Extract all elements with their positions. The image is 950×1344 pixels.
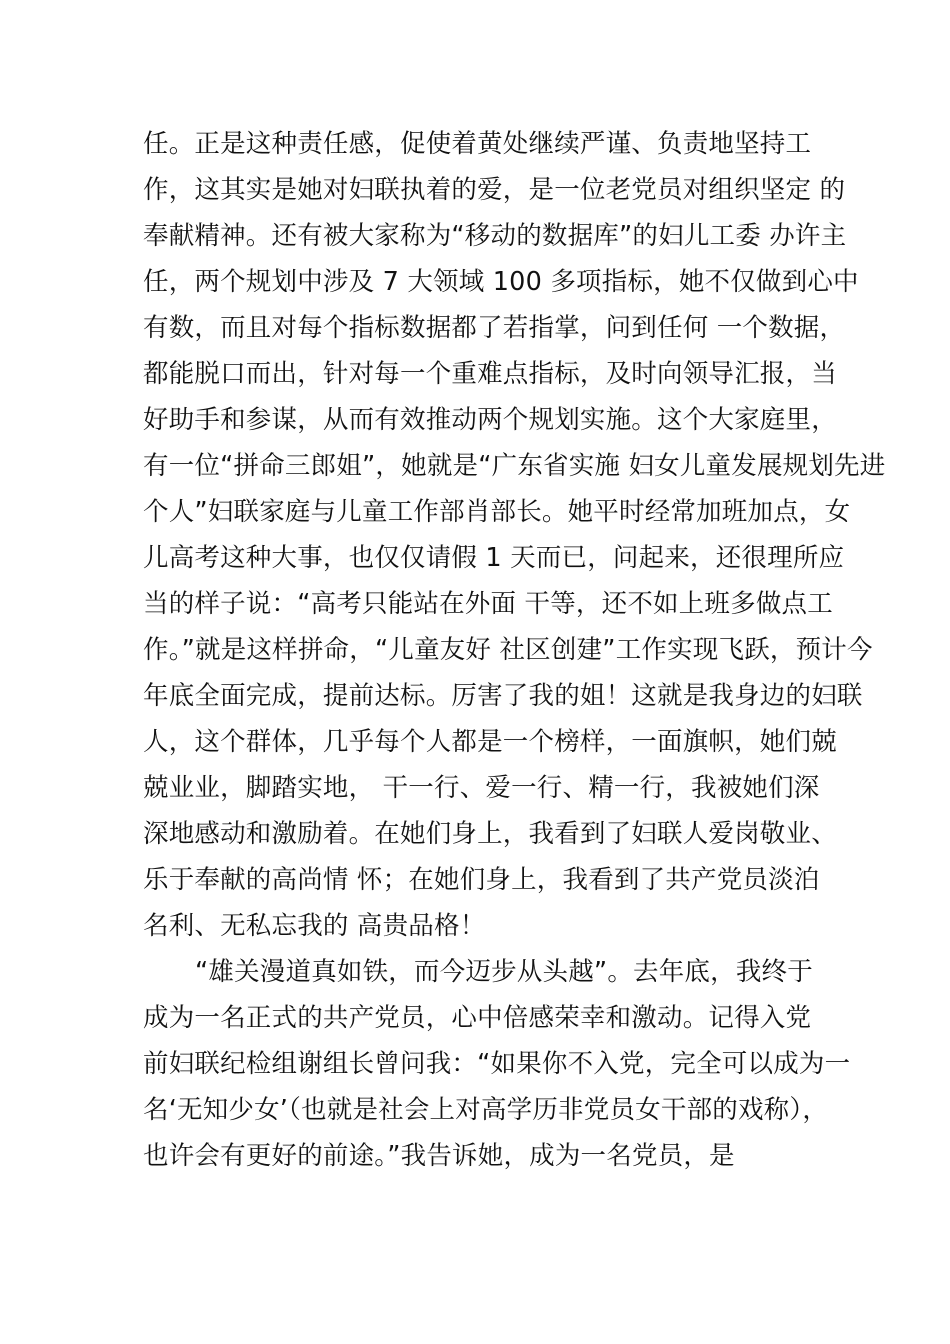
text-line: 人，这个群体，几乎每个人都是一个榜样，一面旗帜，她们兢 xyxy=(143,727,837,757)
text-line: 兢业业，脚踏实地， 干一行、爱一行、精一行，我被她们深 xyxy=(143,773,820,803)
text-line: 乐于奉献的高尚情 怀；在她们身上，我看到了共产党员淡泊 xyxy=(143,865,820,895)
text-line: 名‘无知少女’（也就是社会上对高学历非党员女干部的戏称）， xyxy=(143,1095,829,1125)
text-line: 当的样子说：“高考只能站在外面 干等，还不如上班多做点工 xyxy=(143,589,833,619)
text-line: 任，两个规划中涉及 7 大领域 100 多项指标，她不仅做到心中 xyxy=(143,267,859,297)
text-line: 奉献精神。还有被大家称为“移动的数据库”的妇儿工委 办许主 xyxy=(143,221,847,251)
text-line: 前妇联纪检组谢组长曾问我：“如果你不入党，完全可以成为一 xyxy=(143,1049,851,1079)
text-line: 儿高考这种大事，也仅仅请假 1 天而已，问起来，还很理所应 xyxy=(143,543,845,573)
text-line: 任。正是这种责任感，促使着黄处继续严谨、负责地坚持工 xyxy=(143,129,812,159)
text-line: 作，这其实是她对妇联执着的爱，是一位老党员对组织坚定 的 xyxy=(143,175,846,205)
text-line: 好助手和参谋，从而有效推动两个规划实施。这个大家庭里， xyxy=(143,405,837,435)
text-line: 年底全面完成，提前达标。厉害了我的姐！这就是我身边的妇联 xyxy=(143,681,863,711)
text-line: 有数，而且对每个指标数据都了若指掌，问到任何 一个数据， xyxy=(143,313,846,343)
text-line: 个人”妇联家庭与儿童工作部肖部长。她平时经常加班加点，女 xyxy=(143,497,851,527)
text-line: 成为一名正式的共产党员，心中倍感荣幸和激动。记得入党 xyxy=(143,1003,812,1033)
text-line: 也许会有更好的前途。”我告诉她，成为一名党员，是 xyxy=(143,1141,735,1171)
text-line: 有一位“拼命三郎姐”，她就是“广东省实施 妇女儿童发展规划先进 xyxy=(143,451,886,481)
text-line: 都能脱口而出，针对每一个重难点指标，及时向领导汇报，当 xyxy=(143,359,837,389)
text-line: 作。”就是这样拼命，“儿童友好 社区创建”工作实现飞跃，预计今 xyxy=(143,635,873,665)
text-line: 名利、无私忘我的 高贵品格！ xyxy=(143,911,486,941)
text-line: 深地感动和激励着。在她们身上，我看到了妇联人爱岗敬业、 xyxy=(143,819,837,849)
paragraph-first-line: “雄关漫道真如铁，而今迈步从头越”。去年底，我终于 xyxy=(195,957,813,987)
